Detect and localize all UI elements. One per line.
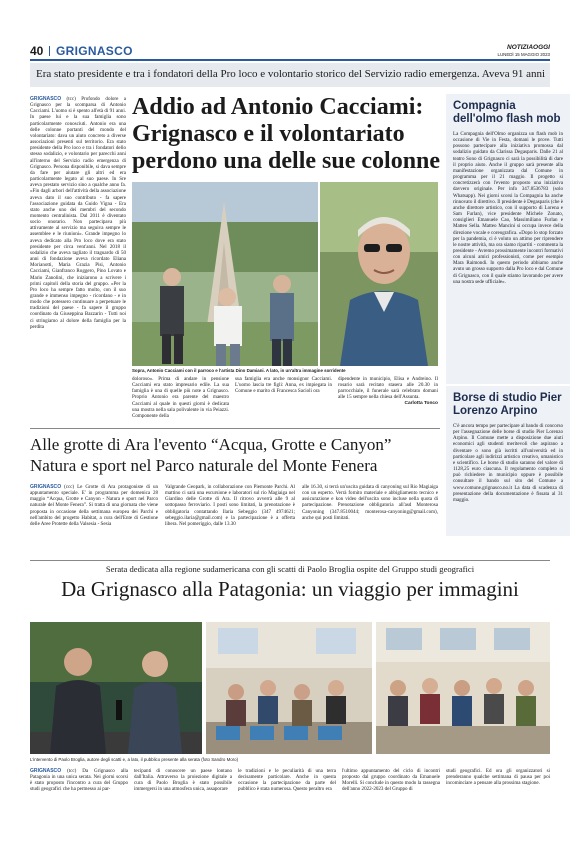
article2-top-rule	[30, 428, 440, 429]
article3-column-4	[342, 768, 440, 812]
article2-dateline-code: (ccc)	[64, 484, 75, 490]
article2-title-line-2: Natura e sport nel Parco naturale del Monte Fenera	[30, 456, 378, 475]
article2-title-line-1: Alle grotte di Ara l'evento “Acqua, Grotte e Canyon”	[30, 435, 392, 454]
article1-column-3	[235, 376, 332, 420]
header-separator	[49, 46, 50, 56]
paper-name: NOTIZIAOGGI	[507, 44, 550, 51]
article1-text-2: doloroso». Prima di andare in pensione Cacciami era stato impresario edile. La sua famiglia è una di quelle più note a Grignasco. Proprio Antonio era parente del maestro Cacciami al quale in questi giorni è dedicata una mostra nella sala polivalente in via Peiazzi. Componente della	[132, 376, 229, 419]
article1-photo-group-image	[132, 182, 318, 366]
page-number: 40	[30, 44, 44, 58]
article1-column-4	[338, 376, 438, 420]
article3-column-5	[446, 768, 550, 812]
sidebar-compagnia-title: Compagnia dell'olmo flash mob	[453, 100, 561, 125]
article3-photo-audience-1	[206, 622, 372, 754]
article2-dateline: GRIGNASCO	[30, 484, 62, 490]
article3-text-1: Da Grignasco alla Patagonia in una unica serata. Nei giorni scorsi è stato proposto l'incontro a cura del Gruppo studi geografici che ha permesso ai par-	[30, 768, 128, 793]
article1-photo-group	[132, 182, 318, 366]
article3-column-3	[238, 768, 336, 812]
article3-column-1	[30, 768, 128, 812]
article3-photo-audience-2	[376, 622, 550, 754]
sidebar-compagnia-text: La Compagnia dell'Olmo organizza un flash mob in occasione di Vie in Festa, domani le prove. Tutti possono partecipare alla iniziativa promossa dal sodalizio guidato da Clarissa Degasparis. Dalle 21 al teatro Sono di Grignasco ci sarà la possibilità di dare il proprio aiuto. Anche il gruppo sarà presente alla manifestazione organizzata dal Comune in programma per il 21 maggio. Il progetto si concretizzerà con l'evento proposto una iniziativa davvero originale. Per info 347.8536783 (solo Whatsapp). Nei giorni scorsi la Compagnia ha anche rinnovato il direttivo. Il presidente è Degasparis (che è anche direttore artistico, con il supporto di Lorena e Sam Furlan), vice presidente Michele Zonato, consiglieri Emanuele Cao, Massimiliano Furlan e Matteo Sella. Matteo Mancini si occupa invece della direzione vocale e coreografica. «Dopo lo stop forzato per la pandemia, ci è voluto un attimo per riprendere le nostre attività, ma ora siamo ripartiti - commenta la presidente - Avremo prossimamente incontri formativi con alcuni amici professionisti, come per esempio Mara Raimondi. In questo periodo abbiamo anche avuto un grosso supporto dalla Pro loco e dal Comune di Grignasco, con il quale stiamo lavorando per avere una nostra sede ufficiale».	[453, 131, 563, 285]
article2-text-1: Le Grotte di Ara protagoniste di un appuntamento speciale. E' in programma per domenica 28 maggio “Acqua, Grotte e Canyon - Natura e sport nel Parco naturale del Monte Fenera”. Si tratta di una giornata che viene proposta in occasione della settimana europea dei Parchi e nell'ambito del progetto Habitat, a cura dell'Ente di Gestione delle Aree Protette della Valsesia - Sesia	[30, 484, 158, 527]
page-date: LUNEDÌ 15 MAGGIO 2023	[497, 52, 550, 57]
article1-signature: Carlotta Tonco	[404, 400, 438, 406]
article1-photo-caption: Sopra, Antonio Cacciami con il parroco e l'artista Dino Damiani. A lato, in un'altra immagine sorridente	[132, 368, 346, 373]
article1-title-line-2: Grignasco e il volontariato	[132, 121, 405, 147]
article1-dateline-code: (tcc)	[66, 96, 76, 102]
article1-dateline: GRIGNASCO	[30, 96, 62, 102]
article2-column-1	[30, 484, 158, 546]
article2-text-2: Valgrande Geopark, in collaborazione con Piemonte Parchi. Al mattino ci sarà una escursione e laboratori sul rio Magiaiga nel Giardino delle Grotte di Ara. Il ritrovo avverrà alle 9 al sottopasso ferroviario. I posti sono limitati, la prenotazione è obbligatoria contattando Ilaria Sebeggio (347 4974621; sebeggio.ilaria@gmail.com) e la partecipazione è a offerta libera. Nel pomeriggio, dalle 13.30	[165, 484, 295, 527]
article3-text-3: le tradizioni e le peculiarità di una terra decisamente particolare. Anche in questa occasione la partecipazione da parte del pubblico è stata numerosa. Questo peraltro era	[238, 768, 336, 793]
article1-text-1: Profondo dolore a Grignasco per la scomparsa di Antonio Cacciami. L'uomo si è spento all'età di 91 anni. In paese lui e la sua famiglia sono particolarmente conosciuti. Antonio era una delle colonne portanti del mondo del volontariato: dava un aiuto concreto a diverse associazioni presenti sul territorio. Era stato presidente della Pro loco e tra i fondatori dello stesso sodalizio, e volontario per parecchi anni all'interno del Servizio radio emergenza di Grignasco. Persona disponibile, si dava sempre da fare per aiutare gli altri ed era particolarmente legato al suo paese. In Sre aveva prestato servizio sino a qualche anno fa. «Fin dagli arbori dell'attività della associazione aveva dato il suo contributo - fa sapere l'associazione guidata da Guido Vigna - Era stato anche uno dei membri del secondo momento centralinista. Dal 2011 è diventato socio onorario. Non partecipava più attivamente al servizio ma seguiva sempre le assemblee e le riunioni». Grande impegno lo aveva dedicato alla Pro loco dove era stato presidente per circa vent'anni. Nel 2018 il sodalizio che aveva tagliato il traguardo di 50 anni di fondazione aveva ricordato Eliana Morianotti, Maria Grazia Pisi, Antonio Cacciami, Gianfranco Roggero, Pino Lovato e Mario Zanolini, che iniziarono a scrivere i primi capitoli della storia del gruppo. «Per la Pro loco ha sempre fatto molto, con il suo grande e immenso impegno - ricordano - e in modo che potessero continuare a perpetuare le tradizioni del paese - fa sapere il gruppo coordinato da Giuseppina Bazzarin - Tutti noi ci stringiamo al dolore della famiglia per la perdita	[30, 96, 126, 330]
article1-text-2b: sua famiglia era anche monsignor Cacciami. L'uomo lascia tre figli: Anna, ex impiegata in Comune e marito di Francesca Sacioli ora	[235, 376, 332, 395]
article1-kicker: Era stato presidente e tra i fondatori della Pro loco e volontario storico del Servizio radio emergenza. Aveva 91 anni	[36, 68, 546, 80]
article1-title-line-1: Addio ad Antonio Cacciami:	[132, 94, 424, 120]
article1-headline	[132, 94, 441, 175]
article1-column-1	[30, 96, 126, 414]
article1-title-line-3: perdono una delle sue colonne	[132, 148, 441, 174]
sidebar-compagnia	[446, 94, 570, 384]
article3-photo-audience-1-image	[206, 622, 372, 754]
article3-dateline: GRIGNASCO	[30, 768, 62, 774]
article3-title: Da Grignasco alla Patagonia: un viaggio per immagini	[61, 577, 519, 601]
article1-photo-portrait	[320, 182, 438, 366]
article2-text-3: alle 16.30, si terrà un'uscita guidata di canyoning sul Rio Magiaiga con un esperto. Verrà fornito materiale e abbigliamento tecnico e assicurazione e kon video dell'uscita sono incluse nella quota di partecipazione. Prenotazione obbligatoria all'asd Monterosa Canyoning (347.8510044; monterosa-canyoning@gmail.com), anche qui posti limitati.	[302, 484, 438, 521]
article3-column-2	[134, 768, 232, 812]
article1-text-3: dipendente in municipio, Elisa e Andreino. Il rosario sarà recitato stasera alle 20.30 in parrocchiale, il funerale sarà celebrato domani alle 15 sempre nella chiesa dell'Assunta.	[338, 376, 438, 401]
article3-top-rule	[30, 560, 550, 561]
article1-kicker-band	[30, 63, 550, 87]
article2-column-3	[302, 484, 438, 546]
article3-photo-caption: L'intervento di Paolo Broglia, autore degli scatti e, a lato, il pubblico presente alla serata (foto Sandro Moro)	[30, 757, 239, 762]
article1-photo-portrait-image	[320, 182, 438, 366]
article3-photo-speakers-image	[30, 622, 202, 754]
header-rule	[30, 59, 550, 61]
article3-text-4: l'ultimo appuntamento del ciclo di incontri proposto dal gruppo coordinato da Emanuele Morelli. Si conclude in questo modo la rassegna dell'anno 2022-2023 del Gruppo di	[342, 768, 440, 793]
article3-kicker: Serata dedicata alla regione sudamericana con gli scatti di Paolo Broglia ospite del Gruppo studi geografici	[105, 564, 475, 574]
article3-dateline-code: (tcc)	[67, 768, 77, 774]
article3-photo-audience-2-image	[376, 622, 550, 754]
sidebar-borse-text: C'è ancora tempo per partecipare al bando di concorso per l'assegnazione delle borse di studio Pier Lorenzo Arpino. Il Comune mette a disposizione due aiuti economici agli studenti meritevoli che aspirano a diventare o sono già iscritti all'università ed in particolare agli indirizzi artistico creativo, umanistico e scientifico. Le borse di studio saranno del valore di 1128,25 euro ciascuna. Il regolamento completo si può richiedere in municipio oppure è possibile consultare il bando sul sito del Comune a www.comune.grignasco.no.it La data di scadenza di presentazione della documentazione è fissata al 31 maggio.	[453, 423, 563, 503]
sidebar-borse	[446, 386, 570, 536]
article2-headline	[30, 434, 440, 476]
article3-photo-speakers	[30, 622, 202, 754]
sidebar-borse-title: Borse di studio Pier Lorenzo Arpino	[453, 392, 562, 417]
article3-text-5: studi geografici. Ed ora gli organizzatori si prenderanno qualche settimana di pausa per poi incominciare a pensare alla prossima stagione.	[446, 768, 550, 787]
page-header	[30, 44, 550, 58]
section-label: GRIGNASCO	[56, 44, 133, 58]
article1-column-2	[132, 376, 229, 420]
article2-column-2	[165, 484, 295, 546]
article3-text-2: tecipanti di conoscere un paese lontano dall'Italia. Attraverso la proiezione digitale a cura di Paolo Broglia è stato possibile immergersi in una atmosfera unica, assaporare	[134, 768, 232, 793]
